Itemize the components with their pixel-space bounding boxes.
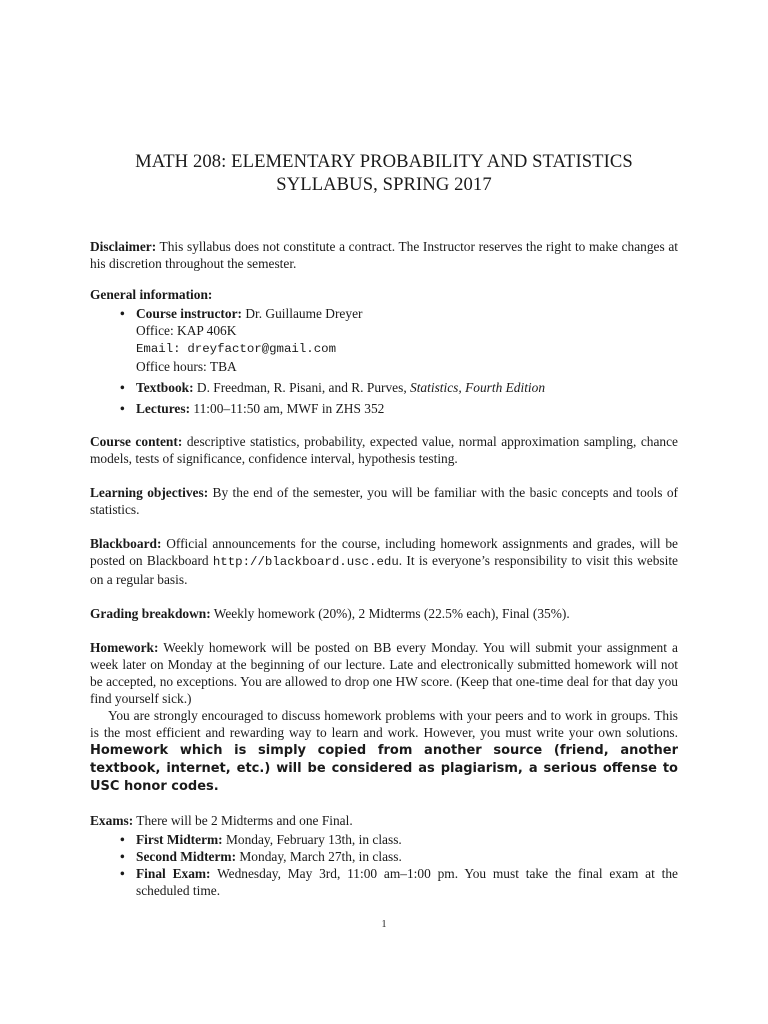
homework-para2-text: You are strongly encouraged to discuss homework problems with your peers and to work in groups. This is the most efficient and rewarding way to learn and work. However, you must write your own solutions. xyxy=(90,708,678,740)
blackboard-paragraph xyxy=(90,535,678,588)
course-content-text: descriptive statistics, probability, expected value, normal approximation sampling, chance models, tests of significance, confidence interval, hypothesis testing. xyxy=(90,434,678,466)
general-information-section xyxy=(90,286,678,417)
title-line-1: MATH 208: ELEMENTARY PROBABILITY AND STATISTICS xyxy=(135,151,633,172)
title-line-2: SYLLABUS, SPRING 2017 xyxy=(276,174,492,195)
list-item-final-exam xyxy=(120,865,679,899)
homework-paragraph xyxy=(90,639,678,707)
textbook-label: Textbook: xyxy=(136,380,194,395)
general-information-list xyxy=(90,305,678,417)
bullet-icon: • xyxy=(120,401,125,416)
exam-label: Second Midterm: xyxy=(136,849,237,864)
disclaimer-label: Disclaimer: xyxy=(90,239,157,254)
blackboard-text-2: . It is everyone’s responsibility to visit this website on a regular basis. xyxy=(90,553,678,587)
lectures-text: 11:00–11:50 am, MWF in ZHS 352 xyxy=(190,401,385,416)
disclaimer-paragraph xyxy=(90,238,678,272)
bullet-icon: • xyxy=(120,306,125,321)
bullet-icon: • xyxy=(120,380,125,395)
exams-label: Exams: xyxy=(90,813,134,828)
exam-text: Monday, February 13th, in class. xyxy=(222,832,402,847)
course-content-paragraph xyxy=(90,433,678,467)
office-hours: Office hours: TBA xyxy=(136,359,237,374)
bullet-icon: • xyxy=(120,832,125,847)
list-item-second-midterm xyxy=(120,848,678,865)
disclaimer-text: This syllabus does not constitute a contract. The Instructor reserves the right to make changes at his discretion throughout the semester. xyxy=(90,239,678,271)
exams-intro xyxy=(90,812,678,829)
email-label: Email: xyxy=(136,342,181,356)
instructor-label: Course instructor: xyxy=(136,306,242,321)
list-item-lectures xyxy=(120,400,678,417)
textbook-authors: D. Freedman, R. Pisani, and R. Purves, xyxy=(193,380,411,395)
plagiarism-warning: Homework which is simply copied from another source (friend, another textbook, internet, etc.) will be considered as plagiarism, a serious offense to USC honor codes. xyxy=(90,743,678,794)
exam-label: Final Exam: xyxy=(136,866,211,881)
grading-text: Weekly homework (20%), 2 Midterms (22.5% each), Final (35%). xyxy=(210,606,570,621)
homework-paragraph-2 xyxy=(90,707,678,795)
exam-text: Monday, March 27th, in class. xyxy=(236,849,402,864)
page-number: 1 xyxy=(381,919,387,930)
blackboard-text-1: Official announcements for the course, including homework assignments and grades, will be posted on Blackboard xyxy=(90,536,678,568)
list-item-textbook xyxy=(120,379,678,396)
exams-section xyxy=(90,812,678,899)
learning-objectives-text: By the end of the semester, you will be familiar with the basic concepts and tools of statistics. xyxy=(90,485,678,517)
exam-label: First Midterm: xyxy=(136,832,223,847)
course-content-label: Course content: xyxy=(90,434,183,449)
list-item-instructor xyxy=(120,305,678,375)
bullet-icon: • xyxy=(120,866,125,881)
grading-paragraph xyxy=(90,605,678,622)
office-location: Office: KAP 406K xyxy=(136,323,237,338)
homework-text: Weekly homework will be posted on BB every Monday. You will submit your assignment a week later on Monday at the beginning of our lecture. Late and electronically submitted homework will not be accepted, no exceptions. You are allowed to drop one HW score. (Keep that one-time deal for that day you find yourself sick.) xyxy=(90,640,678,706)
grading-label: Grading breakdown: xyxy=(90,606,211,621)
exam-text: Wednesday, May 3rd, 11:00 am–1:00 pm. You must take the final exam at the scheduled time. xyxy=(136,866,679,898)
list-item-first-midterm xyxy=(120,831,678,848)
general-information-heading: General information: xyxy=(90,287,213,302)
syllabus-page xyxy=(90,150,678,899)
email-address[interactable]: dreyfactor@gmail.com xyxy=(187,342,337,356)
learning-objectives-label: Learning objectives: xyxy=(90,485,209,500)
exams-text: There will be 2 Midterms and one Final. xyxy=(133,813,353,828)
textbook-title: Statistics, Fourth Edition xyxy=(410,380,546,395)
instructor-name: Dr. Guillaume Dreyer xyxy=(242,306,363,321)
page-title xyxy=(90,150,678,196)
homework-label: Homework: xyxy=(90,640,159,655)
learning-objectives-paragraph xyxy=(90,484,678,518)
lectures-label: Lectures: xyxy=(136,401,191,416)
bullet-icon: • xyxy=(120,849,125,864)
blackboard-label: Blackboard: xyxy=(90,536,162,551)
exams-list xyxy=(90,831,678,899)
blackboard-link[interactable]: http://blackboard.usc.edu xyxy=(212,555,399,569)
